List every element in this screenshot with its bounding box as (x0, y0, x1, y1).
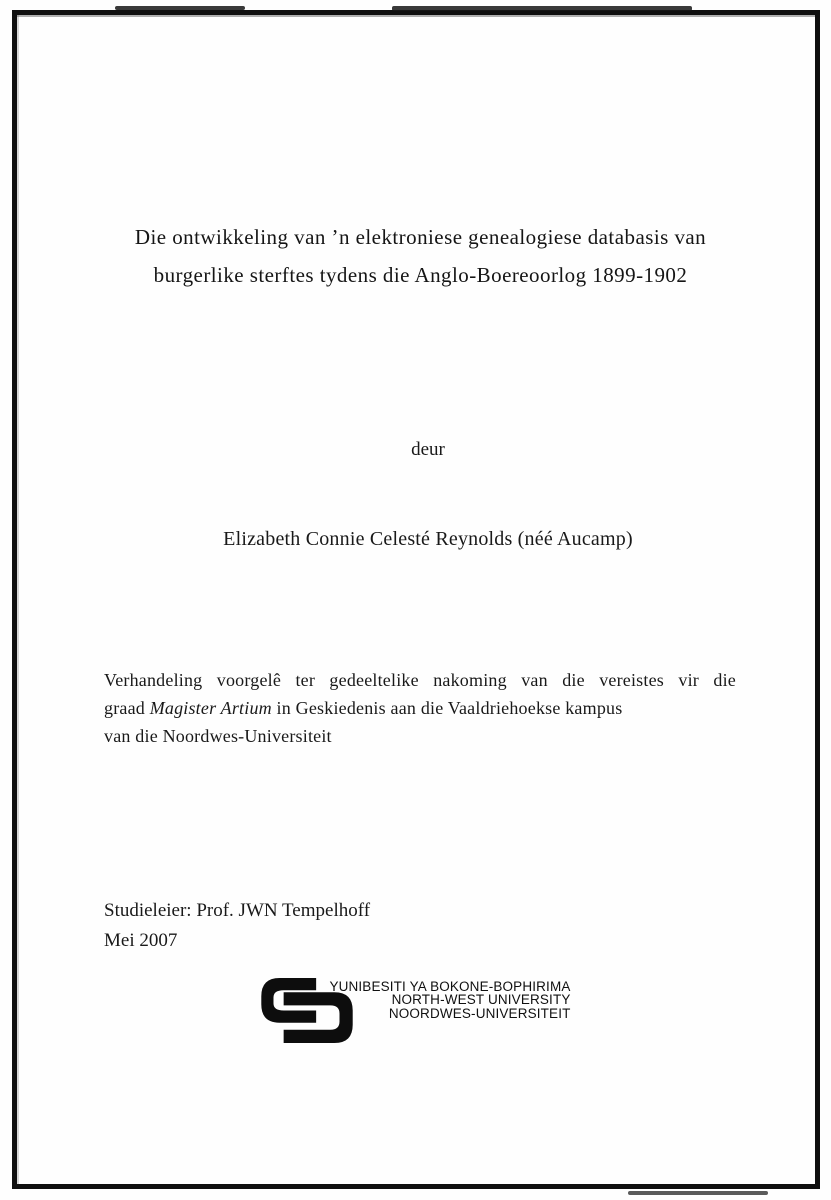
thesis-title-line1: Die ontwikkeling van ’n elektroniese genealogiese databasis van (134, 225, 707, 249)
supervisor-line: Studieleier: Prof. JWN Tempelhoff (104, 900, 371, 921)
submission-line2 (104, 694, 736, 722)
submission-line1: Verhandeling voorgelê ter gedeeltelike nakoming van die vereistes vir die (104, 670, 736, 690)
logo-line-afrikaans: NOORDWES-UNIVERSITEIT (388, 1005, 571, 1021)
date-line: Mei 2007 (104, 930, 178, 951)
byline-deur: deur (411, 439, 445, 460)
nwu-logo (261, 977, 571, 1049)
scan-artifact (115, 6, 245, 10)
submission-statement (104, 666, 736, 750)
author-name: Elizabeth Connie Celesté Reynolds (néé Aucamp) (223, 528, 633, 550)
thesis-title-line2: burgerlike sterftes tydens die Anglo-Boereoorlog 1899-1902 (153, 263, 688, 287)
submission-line2-suffix: in Geskiedenis aan die Vaaldriehoekse kampus (271, 698, 623, 718)
nwu-logo-text (329, 980, 570, 1020)
thesis-title (10, 218, 831, 294)
scan-artifact (392, 6, 692, 11)
logo-line-setswana: YUNIBESITI YA BOKONE-BOPHIRIMA (329, 979, 571, 994)
supervisor-block (104, 896, 370, 956)
degree-name: Magister Artium (149, 698, 272, 718)
submission-line3: van die Noordwes-Universiteit (104, 726, 332, 746)
logo-line-english: NORTH-WEST UNIVERSITY (391, 992, 571, 1008)
submission-line2-prefix: graad (104, 698, 150, 718)
university-logo-row (0, 977, 831, 1049)
scan-artifact (628, 1191, 768, 1195)
